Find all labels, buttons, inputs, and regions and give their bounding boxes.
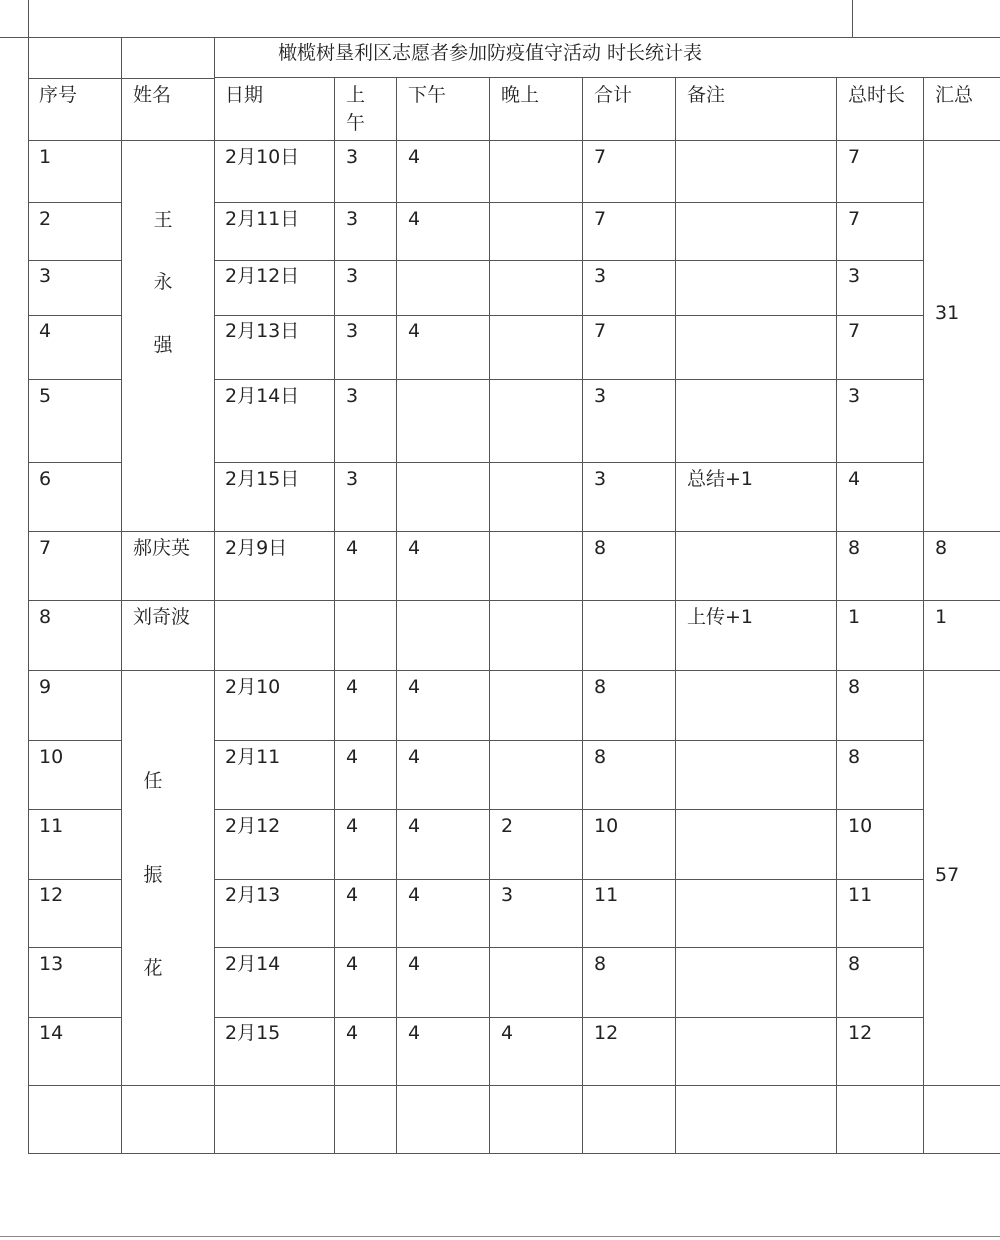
cell-seq: 13 — [39, 953, 64, 975]
cell-am: 4 — [346, 884, 359, 906]
cell-am: 4 — [346, 1022, 359, 1044]
summary-ren: 57 — [935, 864, 960, 886]
cell-total: 8 — [848, 676, 861, 698]
cell-date: 2月15日 — [225, 468, 300, 490]
cell-am: 3 — [346, 208, 359, 230]
summary-liu: 1 — [935, 606, 948, 628]
cell-seq: 10 — [39, 746, 64, 768]
cell-sub: 8 — [594, 746, 607, 768]
header-afternoon: 下午 — [408, 84, 447, 106]
cell-am: 3 — [346, 468, 359, 490]
cell-date: 2月13日 — [225, 320, 300, 342]
cell-total: 8 — [848, 746, 861, 768]
cell-am: 4 — [346, 746, 359, 768]
header-seq: 序号 — [39, 84, 78, 106]
cell-sub: 10 — [594, 815, 619, 837]
name-wang-3: 强 — [153, 334, 173, 356]
cell-pm: 4 — [408, 884, 421, 906]
cell-am: 4 — [346, 676, 359, 698]
header-name: 姓名 — [133, 84, 172, 106]
header-subtotal: 合计 — [594, 84, 633, 106]
cell-eve: 2 — [501, 815, 514, 837]
name-wang-2: 永 — [153, 271, 173, 293]
summary-hao: 8 — [935, 537, 948, 559]
cell-pm: 4 — [408, 146, 421, 168]
cell-date: 2月13 — [225, 884, 281, 906]
cell-remark: 上传+1 — [687, 606, 754, 628]
cell-pm: 4 — [408, 537, 421, 559]
cell-seq: 5 — [39, 385, 52, 407]
cell-total: 1 — [848, 606, 861, 628]
cell-pm: 4 — [408, 815, 421, 837]
cell-total: 8 — [848, 953, 861, 975]
cell-seq: 14 — [39, 1022, 64, 1044]
cell-pm: 4 — [408, 953, 421, 975]
header-total-hours: 总时长 — [848, 84, 906, 106]
cell-sub: 7 — [594, 208, 607, 230]
cell-seq: 6 — [39, 468, 52, 490]
cell-date: 2月14 — [225, 953, 281, 975]
cell-total: 11 — [848, 884, 873, 906]
cell-sub: 7 — [594, 146, 607, 168]
table-title: 橄榄树垦利区志愿者参加防疫值守活动 时长统计表 — [278, 42, 703, 64]
cell-date: 2月12日 — [225, 265, 300, 287]
cell-date: 2月14日 — [225, 385, 300, 407]
cell-seq: 4 — [39, 320, 52, 342]
cell-pm: 4 — [408, 208, 421, 230]
cell-seq: 2 — [39, 208, 52, 230]
name-wang-1: 王 — [153, 209, 173, 231]
cell-am: 3 — [346, 385, 359, 407]
cell-pm: 4 — [408, 746, 421, 768]
cell-seq: 3 — [39, 265, 52, 287]
cell-date: 2月15 — [225, 1022, 281, 1044]
cell-total: 4 — [848, 468, 861, 490]
cell-seq: 8 — [39, 606, 52, 628]
cell-seq: 12 — [39, 884, 64, 906]
cell-total: 8 — [848, 537, 861, 559]
cell-date: 2月9日 — [225, 537, 288, 559]
cell-date: 2月11日 — [225, 208, 300, 230]
cell-am: 4 — [346, 953, 359, 975]
cell-seq: 1 — [39, 146, 52, 168]
cell-am: 4 — [346, 537, 359, 559]
cell-pm: 4 — [408, 1022, 421, 1044]
cell-sub: 3 — [594, 265, 607, 287]
cell-seq: 11 — [39, 815, 64, 837]
cell-sub: 8 — [594, 953, 607, 975]
cell-total: 10 — [848, 815, 873, 837]
header-date: 日期 — [225, 84, 264, 106]
cell-am: 4 — [346, 815, 359, 837]
cell-sub: 11 — [594, 884, 619, 906]
name-liu: 刘奇波 — [133, 606, 191, 628]
cell-sub: 7 — [594, 320, 607, 342]
cell-am: 3 — [346, 146, 359, 168]
cell-seq: 9 — [39, 676, 52, 698]
cell-eve: 3 — [501, 884, 514, 906]
header-morning-2: 午 — [346, 112, 366, 134]
cell-sub: 8 — [594, 537, 607, 559]
cell-am: 3 — [346, 320, 359, 342]
cell-total: 7 — [848, 146, 861, 168]
cell-seq: 7 — [39, 537, 52, 559]
cell-sub: 3 — [594, 468, 607, 490]
name-ren-3: 花 — [143, 957, 163, 979]
cell-total: 3 — [848, 385, 861, 407]
cell-am: 3 — [346, 265, 359, 287]
cell-date: 2月10日 — [225, 146, 300, 168]
cell-date: 2月11 — [225, 746, 281, 768]
cell-pm: 4 — [408, 320, 421, 342]
name-ren-1: 任 — [143, 770, 163, 792]
cell-date: 2月10 — [225, 676, 281, 698]
header-summary: 汇总 — [935, 84, 974, 106]
cell-sub: 3 — [594, 385, 607, 407]
header-remark: 备注 — [687, 84, 726, 106]
cell-sub: 12 — [594, 1022, 619, 1044]
summary-wang: 31 — [935, 302, 960, 324]
cell-pm: 4 — [408, 676, 421, 698]
cell-eve: 4 — [501, 1022, 514, 1044]
name-hao: 郝庆英 — [133, 537, 191, 559]
cell-total: 7 — [848, 208, 861, 230]
name-ren-2: 振 — [143, 864, 163, 886]
cell-total: 12 — [848, 1022, 873, 1044]
cell-remark: 总结+1 — [687, 468, 754, 490]
cell-total: 3 — [848, 265, 861, 287]
cell-date: 2月12 — [225, 815, 281, 837]
header-evening: 晚上 — [501, 84, 540, 106]
cell-total: 7 — [848, 320, 861, 342]
cell-sub: 8 — [594, 676, 607, 698]
header-morning: 上 — [346, 84, 366, 106]
